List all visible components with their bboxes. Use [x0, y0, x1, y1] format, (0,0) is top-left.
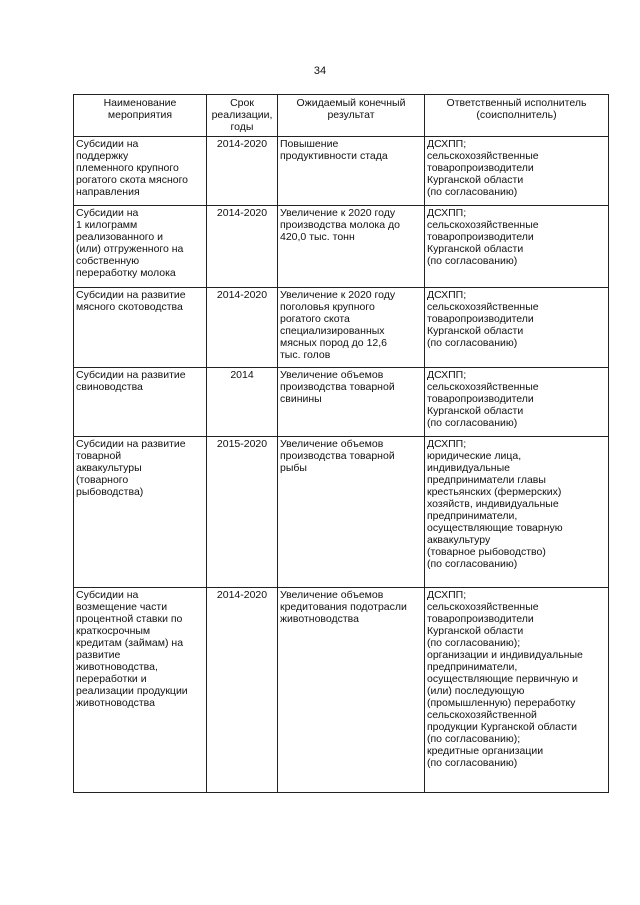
header-executor: Ответственный исполнитель (соисполнитель) — [425, 95, 609, 137]
cell-term: 2014 — [207, 368, 278, 437]
cell-expected-result: Повышение продуктивности стада — [278, 137, 425, 206]
cell-executor: ДСХПП; сельскохозяйственные товаропроизводители Курганской области (по согласованию) — [425, 288, 609, 368]
cell-measure-name: Субсидии на развитие свиноводства — [74, 368, 207, 437]
header-expected-result: Ожидаемый конечный результат — [278, 95, 425, 137]
page-number: 34 — [313, 65, 327, 77]
cell-expected-result: Увеличение объемов кредитования подотрасли животноводства — [278, 588, 425, 793]
cell-measure-name: Субсидии на возмещение части процентной ставки по краткосрочным кредитам (займам) на развитие животноводства, переработки и реализации продукции животноводства — [74, 588, 207, 793]
table-row — [74, 288, 609, 368]
header-measure-name: Наименование мероприятия — [74, 95, 207, 137]
cell-expected-result: Увеличение объемов производства товарной свинины — [278, 368, 425, 437]
cell-executor: ДСХПП; сельскохозяйственные товаропроизводители Курганской области (по согласованию); организации и индивидуальные предприниматели, осуществляющие первичную и (или) последующую (промышленную) переработку сельскохозяйственной продукции Курганской области (по согласованию); кредитные организации (по согласованию) — [425, 588, 609, 793]
measures-table — [73, 94, 609, 793]
cell-term: 2015-2020 — [207, 437, 278, 588]
cell-measure-name: Субсидии на поддержку племенного крупного рогатого скота мясного направления — [74, 137, 207, 206]
cell-term: 2014-2020 — [207, 288, 278, 368]
cell-measure-name: Субсидии на развитие мясного скотоводства — [74, 288, 207, 368]
cell-term: 2014-2020 — [207, 588, 278, 793]
cell-measure-name: Субсидии на 1 килограмм реализованного и (или) отгруженного на собственную переработку молока — [74, 206, 207, 288]
cell-expected-result: Увеличение объемов производства товарной рыбы — [278, 437, 425, 588]
cell-executor: ДСХПП; сельскохозяйственные товаропроизводители Курганской области (по согласованию) — [425, 137, 609, 206]
header-term: Срок реализации, годы — [207, 95, 278, 137]
table-row — [74, 437, 609, 588]
cell-measure-name: Субсидии на развитие товарной аквакультуры (товарного рыбоводства) — [74, 437, 207, 588]
cell-executor: ДСХПП; сельскохозяйственные товаропроизводители Курганской области (по согласованию) — [425, 206, 609, 288]
table-header-row — [74, 95, 609, 137]
cell-expected-result: Увеличение к 2020 году поголовья крупного рогатого скота специализированных мясных пород до 12,6 тыс. голов — [278, 288, 425, 368]
table-row — [74, 368, 609, 437]
cell-term: 2014-2020 — [207, 206, 278, 288]
table-row — [74, 137, 609, 206]
table-row — [74, 588, 609, 793]
table-row — [74, 206, 609, 288]
cell-executor: ДСХПП; юридические лица, индивидуальные предприниматели главы крестьянских (фермерских) хозяйств, индивидуальные предприниматели, осуществляющие товарную аквакультуру (товарное рыбоводство) (по согласованию) — [425, 437, 609, 588]
cell-executor: ДСХПП; сельскохозяйственные товаропроизводители Курганской области (по согласованию) — [425, 368, 609, 437]
cell-term: 2014-2020 — [207, 137, 278, 206]
cell-expected-result: Увеличение к 2020 году производства молока до 420,0 тыс. тонн — [278, 206, 425, 288]
